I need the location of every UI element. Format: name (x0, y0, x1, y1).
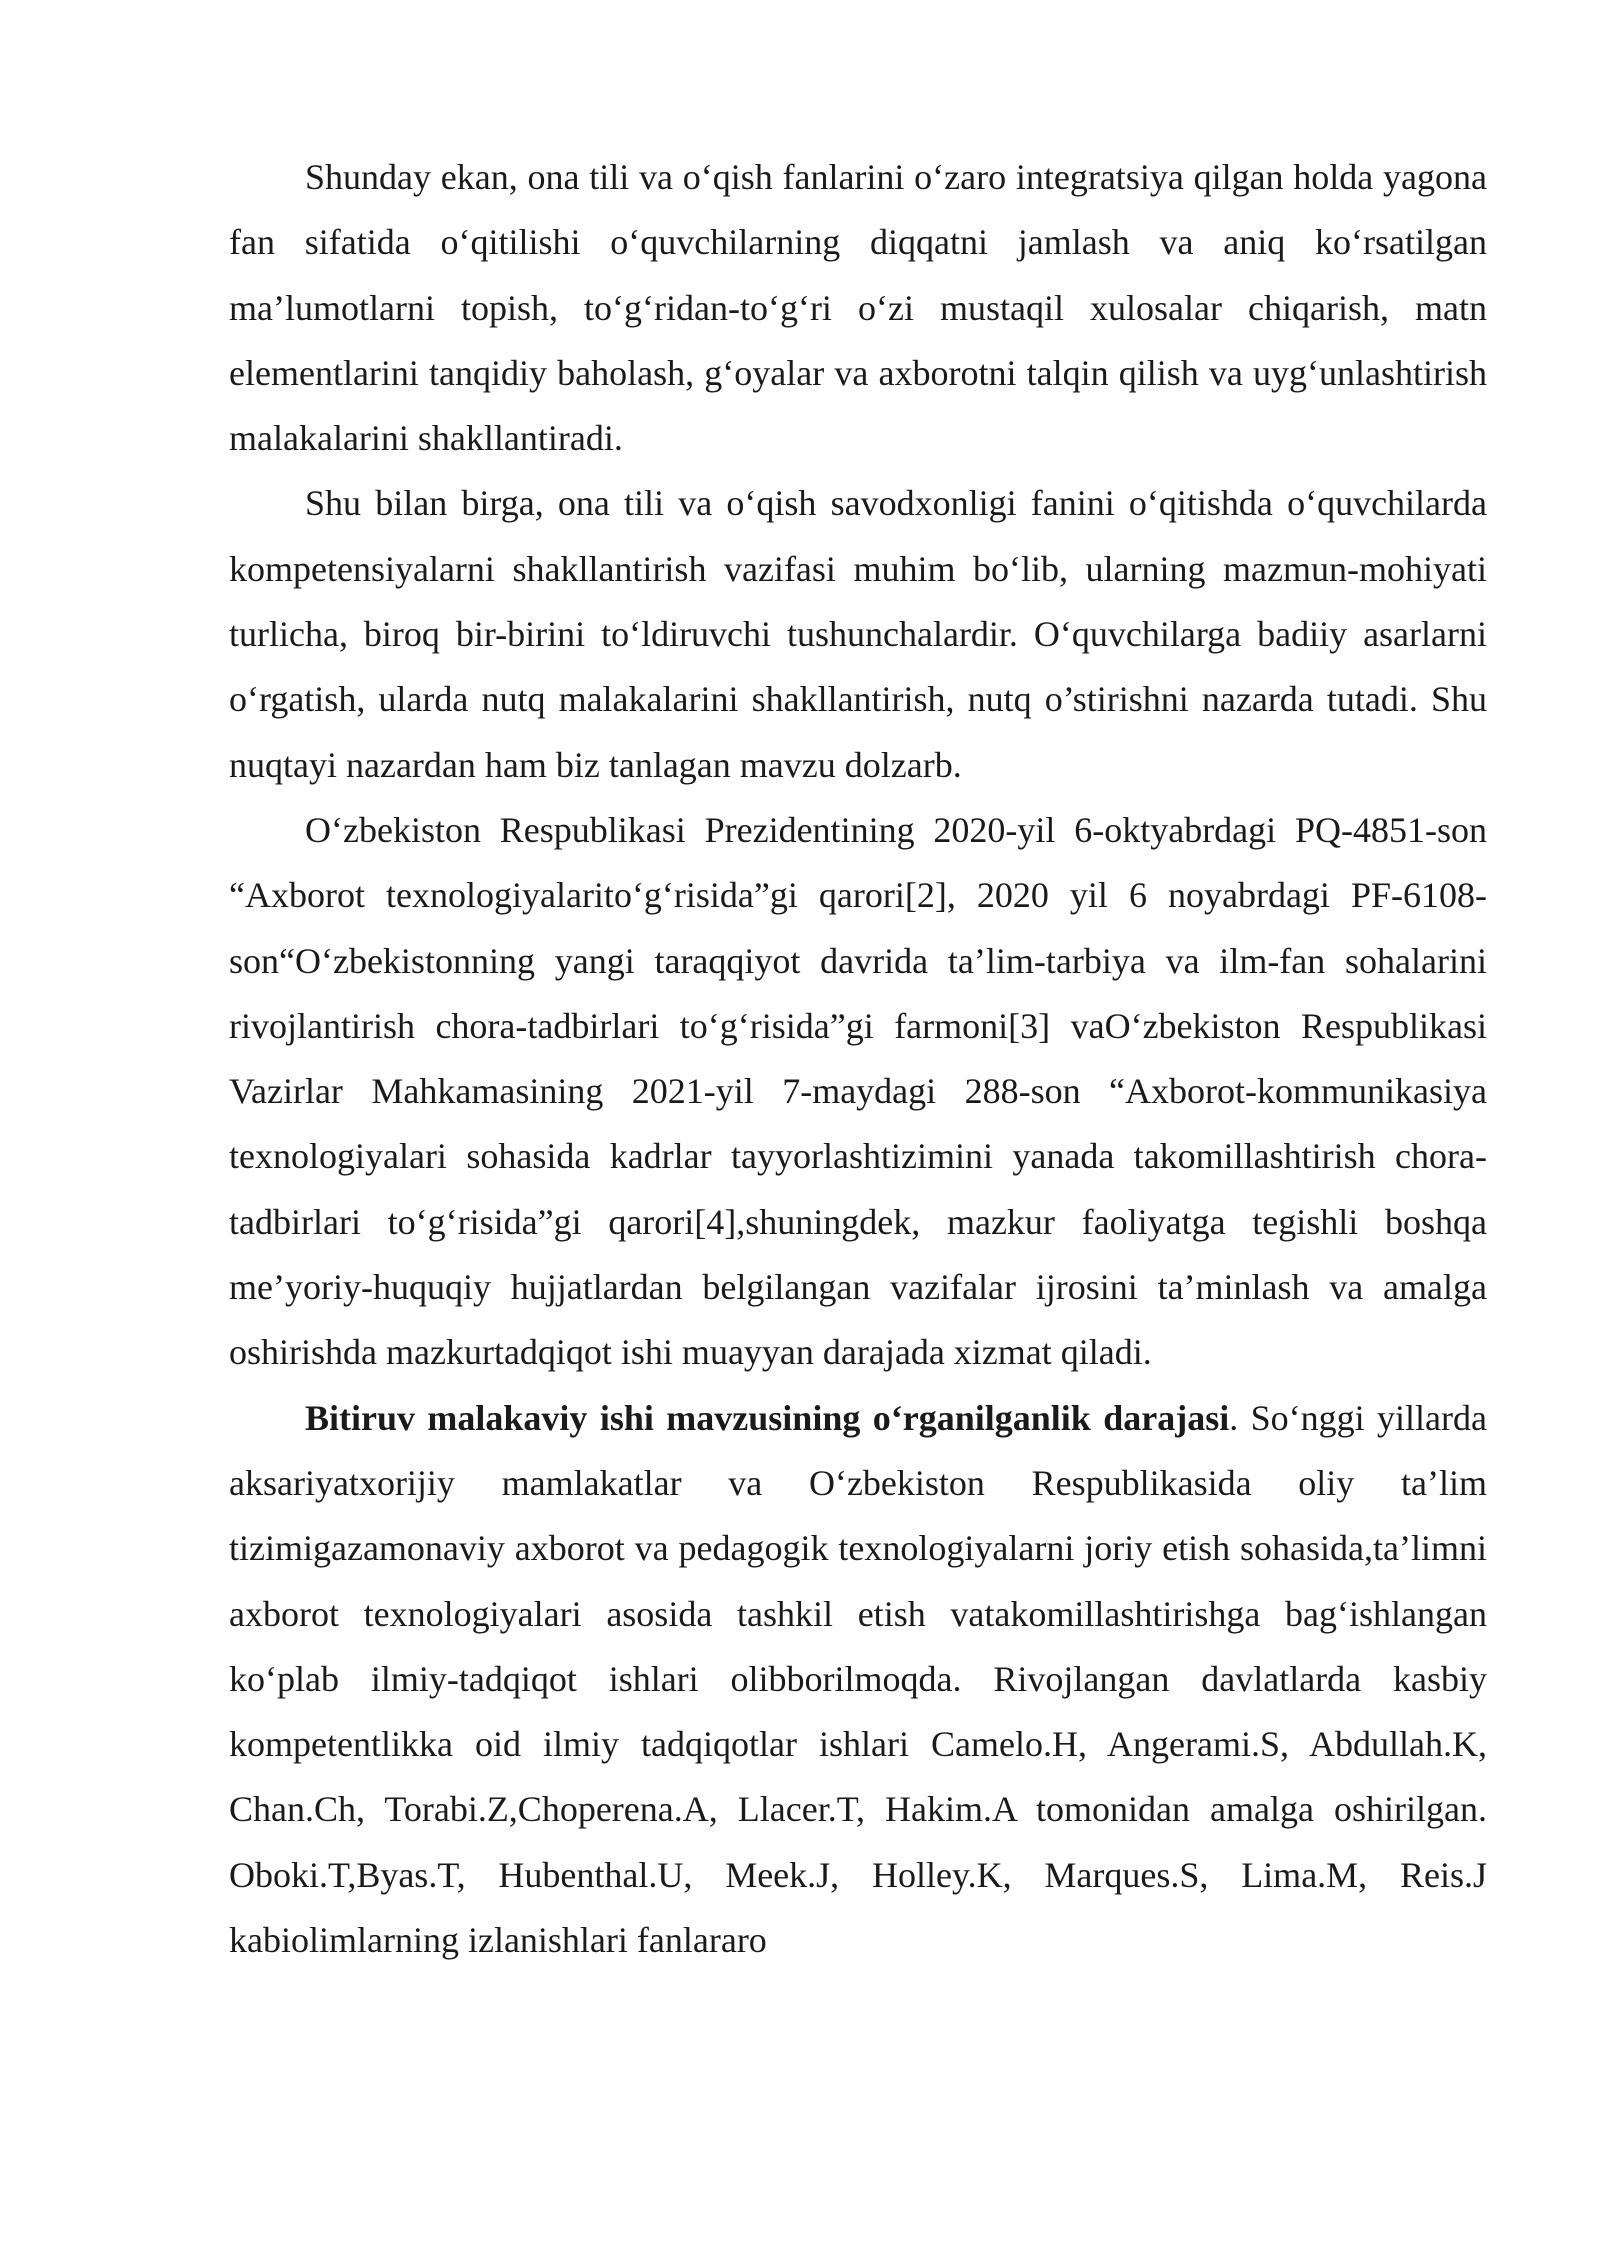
paragraph-text: O‘zbekiston Respublikasi Prezidentining 2020-yil 6-oktyabrdagi PQ-4851-son “Axborot texnologiyalarito‘g‘risida”gi qarori[2], 2020 yil 6 noyabrdagi PF-6108-son“O‘zbekistonning yangi taraqqiyot davrida ta’lim-tarbiya va ilm-fan sohalarini rivojlantirish chora-tadbirlari to‘g‘risida”gi farmoni[3] vaO‘zbekiston Respublikasi Vazirlar Mahkamasining 2021-yil 7-maydagi 288-son “Axborot-kommunikasiya texnologiyalari sohasida kadrlar tayyorlashtizimini yanada takomillashtirish chora-tadbirlari to‘g‘risida”gi qarori[4],shuningdek, mazkur faoliyatga tegishli boshqa me’yoriy-huquqiy hujjatlardan belgilangan vazifalar ijrosini ta’minlash va amalga oshirishda mazkurtadqiqot ishi muayyan darajada xizmat qiladi. (229, 809, 1487, 1373)
paragraph-competencies (229, 471, 1487, 797)
paragraph-text: Shu bilan birga, ona tili va o‘qish savodxonligi fanini o‘qitishda o‘quvchilarda kompetensiyalarni shakllantirish vazifasi muhim bo‘lib, ularning mazmun-mohiyati turlicha, biroq bir-birini to‘ldiruvchi tushunchalardir. O‘quvchilarga badiiy asarlarni o‘rgatish, ularda nutq malakalarini shakllantirish, nutq o’stirishni nazarda tutadi. Shu nuqtayi nazardan ham biz tanlagan mavzu dolzarb. (229, 483, 1487, 785)
paragraph-integration (229, 145, 1487, 471)
document-page (229, 145, 1487, 1973)
paragraph-text: Shunday ekan, ona tili va o‘qish fanlarini o‘zaro integratsiya qilgan holda yagona fan sifatida o‘qitilishi o‘quvchilarning diqqatni jamlash va aniq ko‘rsatilgan ma’lumotlarni topish, to‘g‘ridan-to‘g‘ri o‘zi mustaqil xulosalar chiqarish, matn elementlarini tanqidiy baholash, g‘oyalar va axborotni talqin qilish va uyg‘unlashtirish malakalarini shakllantiradi. (229, 157, 1487, 459)
paragraph-legal-basis (229, 798, 1487, 1386)
paragraph-text: . So‘nggi yillarda aksariyatxorijiy mamlakatlar va O‘zbekiston Respublikasida oliy ta’lim tizimigazamonaviy axborot va pedagogik texnologiyalarni joriy etish sohasida,ta’limni axborot texnologiyalari asosida tashkil etish vatakomillashtirishga bag‘ishlangan ko‘plab ilmiy-tadqiqot ishlari olibborilmoqda. Rivojlangan davlatlarda kasbiy kompetentlikka oid ilmiy tadqiqotlar ishlari Camelo.H, Angerami.S, Abdullah.K, Chan.Ch, Torabi.Z,Choperena.A, Llacer.T, Hakim.A tomonidan amalga oshirilgan. Oboki.T,Byas.T, Hubenthal.U, Meek.J, Holley.K, Marques.S, Lima.M, Reis.J kabiolimlarning izlanishlari fanlararo (229, 1397, 1487, 1961)
paragraph-research-level (229, 1386, 1487, 1974)
section-heading-inline: Bitiruv malakaviy ishi mavzusining o‘rganilganlik darajasi (305, 1397, 1230, 1438)
